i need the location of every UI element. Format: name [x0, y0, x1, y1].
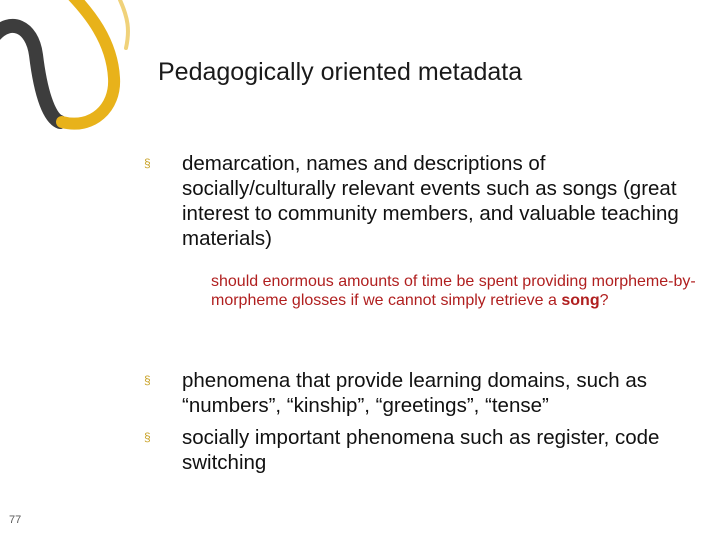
bullet-marker-3: § — [144, 430, 151, 444]
slide-title: Pedagogically oriented metadata — [158, 58, 523, 86]
thin-gold-arc — [120, 0, 128, 48]
dark-swirl-stroke — [0, 26, 60, 122]
page-number: 77 — [9, 514, 22, 526]
highlighted-note — [211, 272, 711, 310]
bullet-marker-1: § — [144, 156, 151, 170]
bullet-text-3: socially important phenomena such as register, code switching — [182, 426, 660, 474]
note-suffix: ? — [599, 292, 609, 309]
note-emphasis: song — [561, 292, 600, 309]
bullet-text-1: demarcation, names and descriptions of socially/culturally relevant events such as songs (great interest to community members, and valuable teaching materials) — [182, 152, 679, 250]
bullet-text-2: phenomena that provide learning domains, such as “numbers”, “kinship”, “greetings”, “tense” — [182, 369, 647, 417]
bullet-marker-2: § — [144, 373, 151, 387]
gold-swirl-stroke — [62, 0, 114, 124]
note-text: should enormous amounts of time be spent providing morpheme-by-morpheme glosses if we cannot simply retrieve a — [211, 273, 696, 309]
decorative-swirl-graphic — [0, 0, 160, 150]
